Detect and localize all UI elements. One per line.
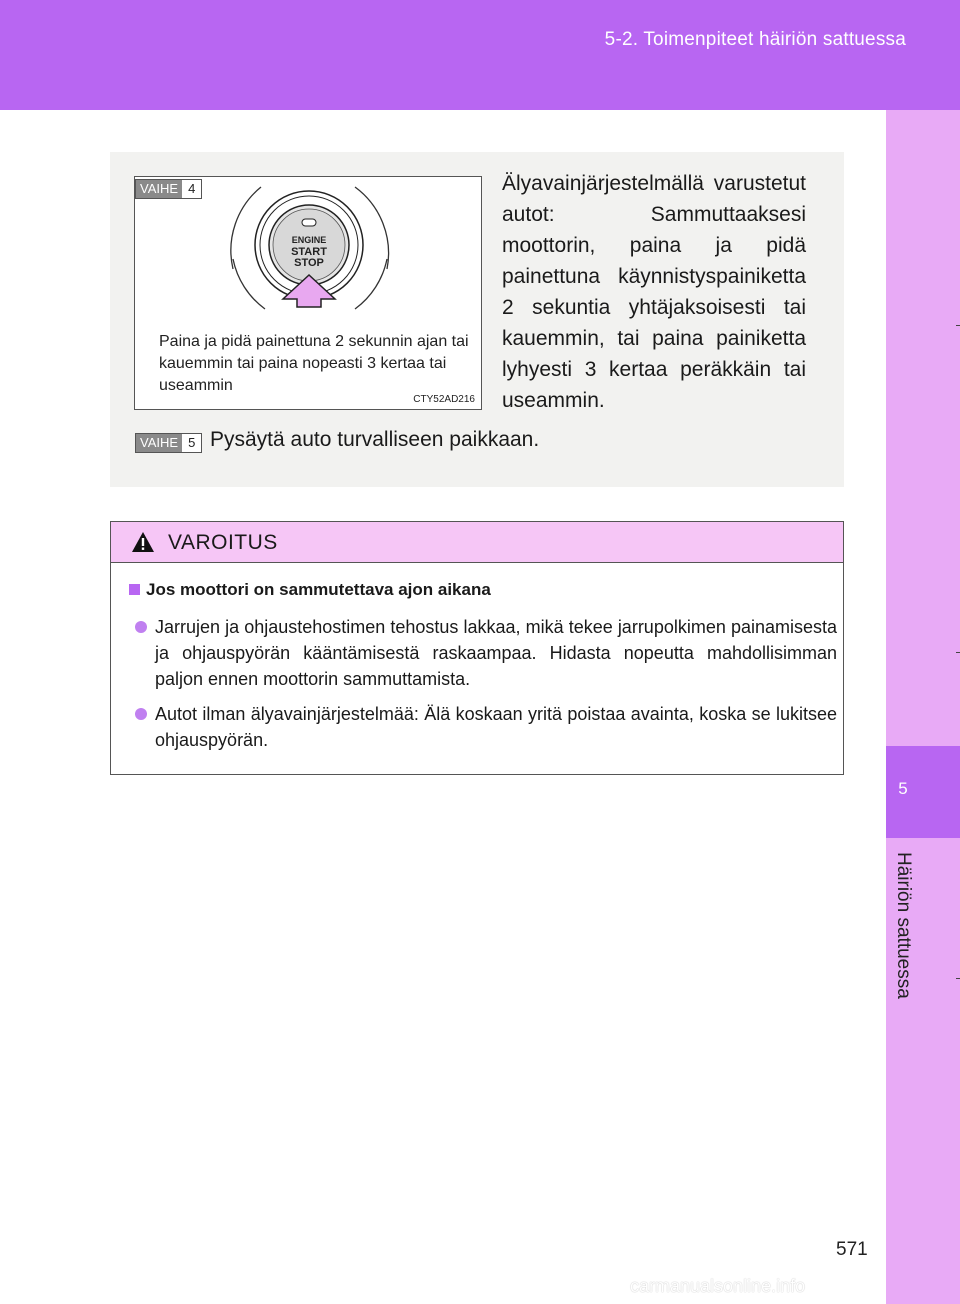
- figure-code: CTY52AD216: [413, 394, 475, 405]
- button-label-engine: ENGINE: [291, 235, 327, 245]
- header-band: [0, 0, 960, 110]
- page-number: 571: [836, 1239, 868, 1260]
- bullet-icon: [135, 621, 147, 633]
- warning-title: VAROITUS: [168, 531, 278, 554]
- warning-item: Autot ilman älyavainjärjestelmää: Älä koskaan yritä poistaa avainta, koska se lukitsee ohjauspyörän.: [135, 701, 837, 753]
- warning-item: Jarrujen ja ohjaustehostimen tehostus lakkaa, mikä tekee jarrupolkimen painamisesta ja ohjauspyörän kääntämisestä raskaampaa. Hidasta nopeutta mahdollisimman paljon ennen moottorin sammuttamista.: [135, 614, 837, 692]
- button-label-stop: STOP: [294, 257, 324, 269]
- crop-mark: [956, 652, 960, 653]
- section-title: 5-2. Toimenpiteet häiriön sattuessa: [604, 29, 906, 50]
- warning-heading: Jos moottori on sammutettava ajon aikana: [129, 580, 491, 600]
- warning-header: [111, 522, 843, 563]
- bullet-icon: [135, 708, 147, 720]
- warning-box: [110, 521, 844, 775]
- figure-caption: Paina ja pidä painettuna 2 sekunnin ajan tai kauemmin tai paina nopeasti 3 kertaa tai useammin: [159, 333, 469, 394]
- chapter-label: Häiriön sattuessa: [893, 852, 914, 999]
- step-badge: VAIHE 4: [135, 179, 202, 199]
- engine-start-button-illustration: [135, 177, 481, 327]
- start-button-figure: [134, 176, 482, 410]
- watermark: carmanualsonline.info: [630, 1276, 806, 1296]
- chapter-number: 5: [898, 779, 908, 798]
- square-bullet-icon: [129, 584, 140, 595]
- crop-mark: [956, 978, 960, 979]
- step-badge: VAIHE 5: [135, 433, 202, 453]
- warning-triangle-icon: [131, 531, 155, 553]
- crop-mark: [956, 325, 960, 326]
- button-label-start: START: [291, 246, 327, 258]
- step4-text: Älyavainjärjestelmällä varustetut autot: Sammuttaaksesi moottorin, paina ja pidä painettuna käynnistyspainiketta 2 sekuntia yhtäjaksoisesti tai kauemmin, tai paina painiketta lyhyesti 3 kertaa peräkkäin tai useammin.: [502, 172, 806, 412]
- side-tab: [886, 110, 960, 1304]
- step5-text: Pysäytä auto turvalliseen paikkaan.: [210, 428, 540, 451]
